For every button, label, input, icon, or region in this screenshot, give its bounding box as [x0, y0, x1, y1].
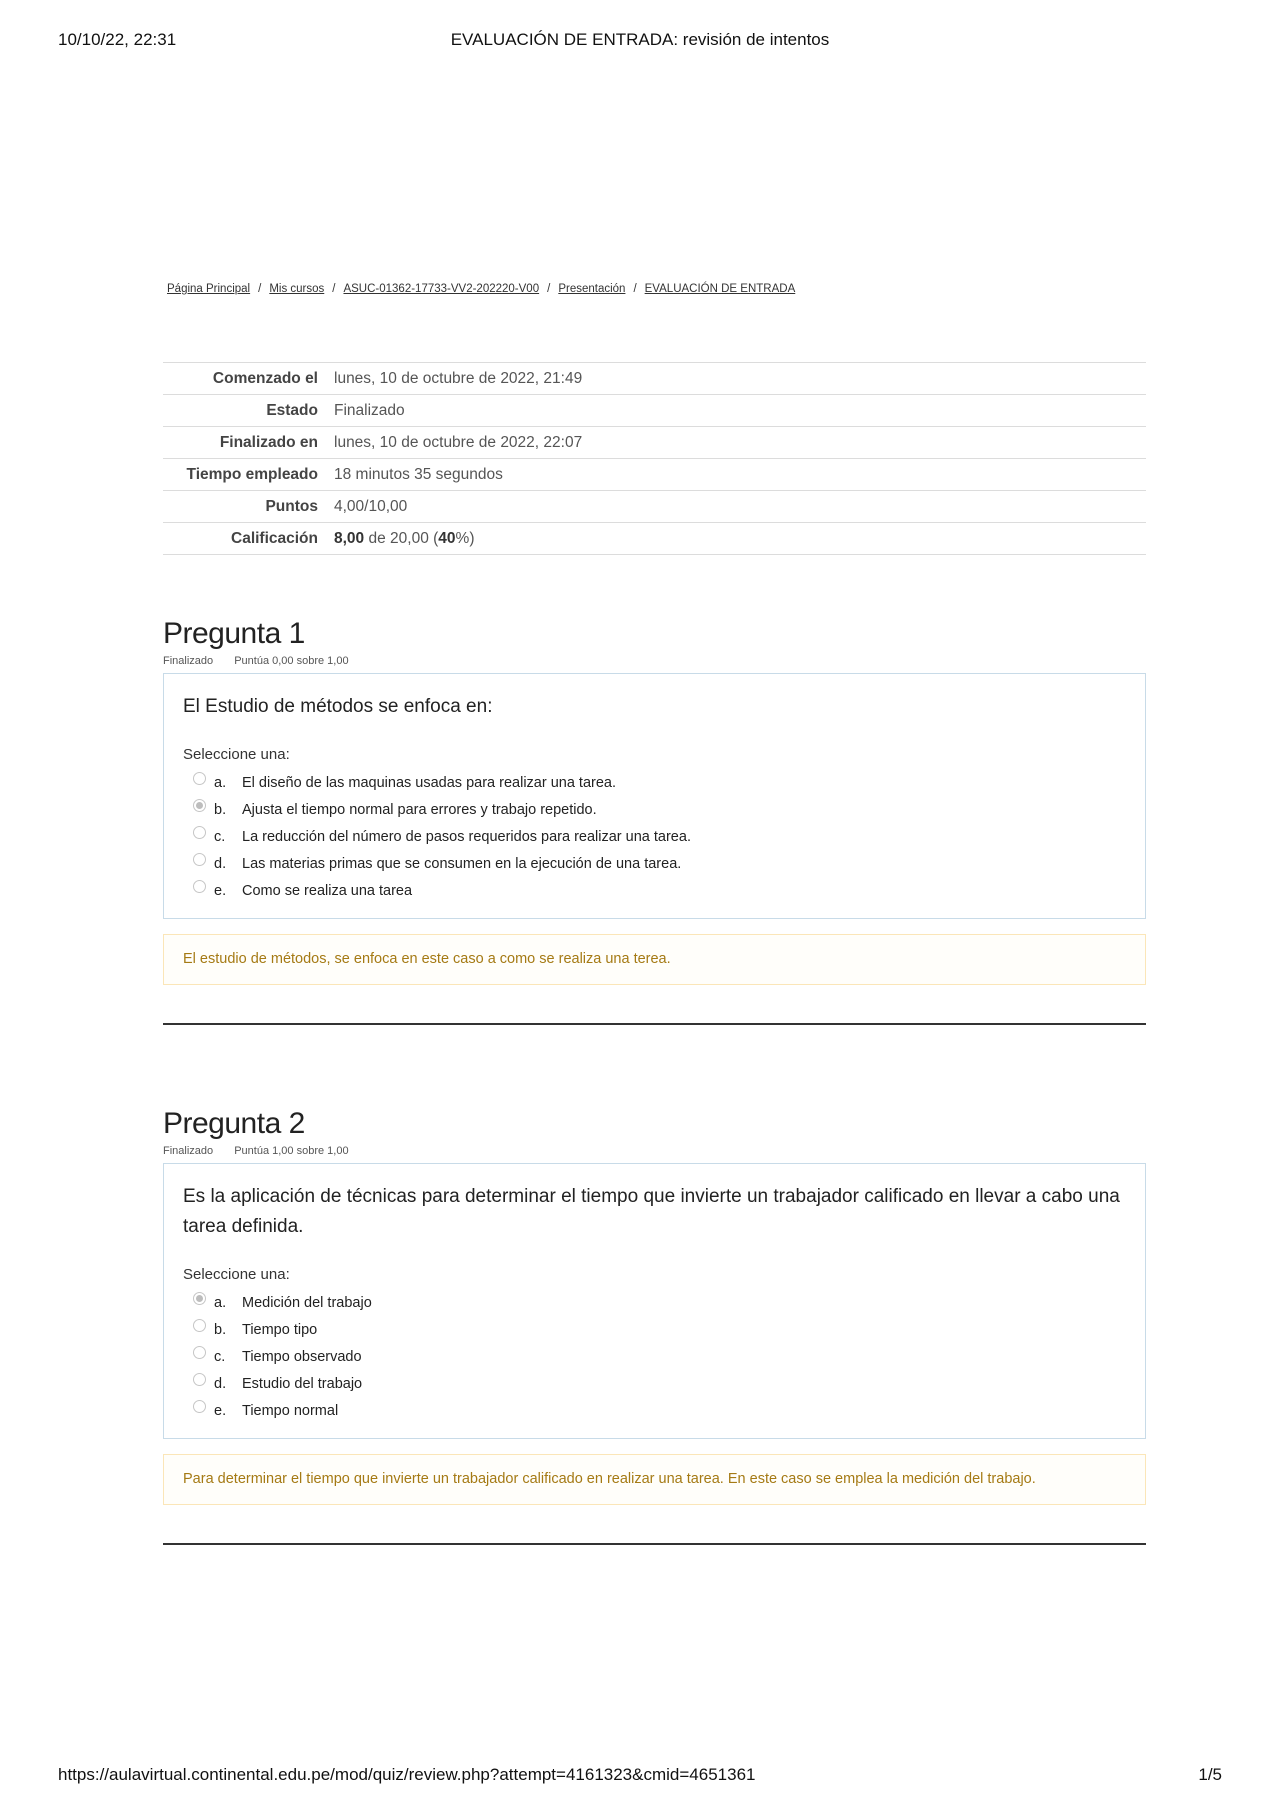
question-feedback: Para determinar el tiempo que invierte un trabajador calificado en realizar una tarea. En este caso se emplea la medición del trabajo.: [163, 1454, 1146, 1505]
attempt-summary-table: [163, 362, 1146, 555]
radio-button[interactable]: [193, 1373, 206, 1386]
print-footer: [58, 1765, 1222, 1789]
breadcrumb: Página Principal / Mis cursos / ASUC-01362-17733-VV2-202220-V00 / Presentación / EVALUACIÓN DE ENTRADA: [167, 283, 796, 295]
option-letter: b.: [214, 801, 227, 818]
option-letter: b.: [214, 1321, 227, 1338]
option-text: La reducción del número de pasos requeridos para realizar una tarea.: [242, 828, 691, 845]
option-letter: c.: [214, 828, 226, 845]
question-title: Pregunta 2: [163, 1107, 305, 1140]
answer-option-c[interactable]: [183, 823, 1126, 850]
grade-score: 8,00: [334, 530, 365, 547]
radio-button-selected[interactable]: [193, 1292, 206, 1305]
question-feedback: El estudio de métodos, se enfoca en este caso a como se realiza una terea.: [163, 934, 1146, 985]
print-page-number: 1/5: [1198, 1765, 1222, 1784]
option-text: Tiempo observado: [242, 1348, 362, 1365]
radio-button[interactable]: [193, 1400, 206, 1413]
grade-suffix: %): [455, 530, 475, 547]
print-header: [58, 30, 1222, 54]
question-state: Finalizado: [163, 655, 214, 667]
question-meta: [163, 655, 1146, 667]
question-mark: Puntúa 1,00 sobre 1,00: [234, 1145, 349, 1157]
answer-option-b[interactable]: [183, 1316, 1126, 1343]
summary-value: 18 minutos 35 segundos: [326, 459, 1146, 491]
summary-value: lunes, 10 de octubre de 2022, 22:07: [326, 427, 1146, 459]
answer-options: [183, 769, 1126, 904]
summary-row: [163, 363, 1146, 395]
question-meta: [163, 1145, 1146, 1157]
summary-row: [163, 459, 1146, 491]
answer-option-d[interactable]: [183, 1370, 1126, 1397]
radio-button-selected[interactable]: [193, 799, 206, 812]
answer-option-a[interactable]: [183, 769, 1126, 796]
option-letter: d.: [214, 1375, 227, 1392]
option-text: Como se realiza una tarea: [242, 882, 413, 899]
answer-options: [183, 1289, 1126, 1424]
select-prompt: Seleccione una:: [183, 746, 290, 763]
summary-row: [163, 491, 1146, 523]
option-letter: e.: [214, 882, 227, 899]
option-text: Estudio del trabajo: [242, 1375, 363, 1392]
question-box: [163, 1163, 1146, 1439]
option-text: Tiempo tipo: [242, 1321, 318, 1338]
summary-value: lunes, 10 de octubre de 2022, 21:49: [326, 363, 1146, 395]
question-text: Es la aplicación de técnicas para determinar el tiempo que invierte un trabajador calificado en llevar a cabo una tarea definida.: [183, 1186, 1120, 1237]
summary-row-grade: [163, 523, 1146, 555]
radio-button[interactable]: [193, 826, 206, 839]
grade-label: Calificación: [163, 523, 326, 555]
answer-option-b[interactable]: [183, 796, 1126, 823]
question-2: [163, 1107, 1146, 1545]
breadcrumb-section[interactable]: Presentación: [558, 283, 626, 295]
option-text: El diseño de las maquinas usadas para realizar una tarea.: [242, 774, 617, 791]
summary-label: Finalizado en: [163, 427, 326, 459]
question-divider: [163, 1023, 1146, 1025]
radio-button[interactable]: [193, 772, 206, 785]
breadcrumb-home[interactable]: Página Principal: [167, 283, 251, 295]
grade-value: [326, 523, 1146, 555]
option-text: Medición del trabajo: [242, 1294, 372, 1311]
answer-option-e[interactable]: [183, 1397, 1126, 1424]
radio-button[interactable]: [193, 1346, 206, 1359]
summary-label: Comenzado el: [163, 363, 326, 395]
question-1: [163, 617, 1146, 1025]
summary-value: 4,00/10,00: [326, 491, 1146, 523]
answer-option-e[interactable]: [183, 877, 1126, 904]
question-text: El Estudio de métodos se enfoca en:: [183, 696, 493, 717]
breadcrumb-course[interactable]: ASUC-01362-17733-VV2-202220-V00: [343, 283, 540, 295]
option-letter: c.: [214, 1348, 226, 1365]
summary-row: [163, 427, 1146, 459]
question-box: [163, 673, 1146, 919]
option-text: Las materias primas que se consumen en la ejecución de una tarea.: [242, 855, 682, 872]
question-divider: [163, 1543, 1146, 1545]
summary-label: Tiempo empleado: [163, 459, 326, 491]
radio-button[interactable]: [193, 880, 206, 893]
select-prompt: Seleccione una:: [183, 1266, 290, 1283]
summary-row: [163, 395, 1146, 427]
option-letter: a.: [214, 1294, 227, 1311]
print-title: EVALUACIÓN DE ENTRADA: revisión de intentos: [450, 30, 830, 49]
answer-option-c[interactable]: [183, 1343, 1126, 1370]
breadcrumb-my-courses[interactable]: Mis cursos: [269, 283, 325, 295]
print-date: 10/10/22, 22:31: [58, 30, 177, 49]
summary-label: Puntos: [163, 491, 326, 523]
question-mark: Puntúa 0,00 sobre 1,00: [234, 655, 349, 667]
option-letter: d.: [214, 855, 227, 872]
answer-option-d[interactable]: [183, 850, 1126, 877]
option-text: Tiempo normal: [242, 1402, 339, 1419]
answer-option-a[interactable]: [183, 1289, 1126, 1316]
question-title: Pregunta 1: [163, 617, 305, 650]
radio-button[interactable]: [193, 1319, 206, 1332]
grade-percent: 40: [438, 530, 456, 547]
summary-label: Estado: [163, 395, 326, 427]
radio-button[interactable]: [193, 853, 206, 866]
option-letter: e.: [214, 1402, 227, 1419]
print-url: https://aulavirtual.continental.edu.pe/mod/quiz/review.php?attempt=4161323&cmid=4651361: [58, 1765, 756, 1784]
breadcrumb-quiz[interactable]: EVALUACIÓN DE ENTRADA: [644, 283, 796, 295]
grade-of: de 20,00 (: [368, 530, 439, 547]
option-letter: a.: [214, 774, 227, 791]
option-text: Ajusta el tiempo normal para errores y trabajo repetido.: [242, 801, 597, 818]
summary-value: Finalizado: [326, 395, 1146, 427]
question-state: Finalizado: [163, 1145, 214, 1157]
